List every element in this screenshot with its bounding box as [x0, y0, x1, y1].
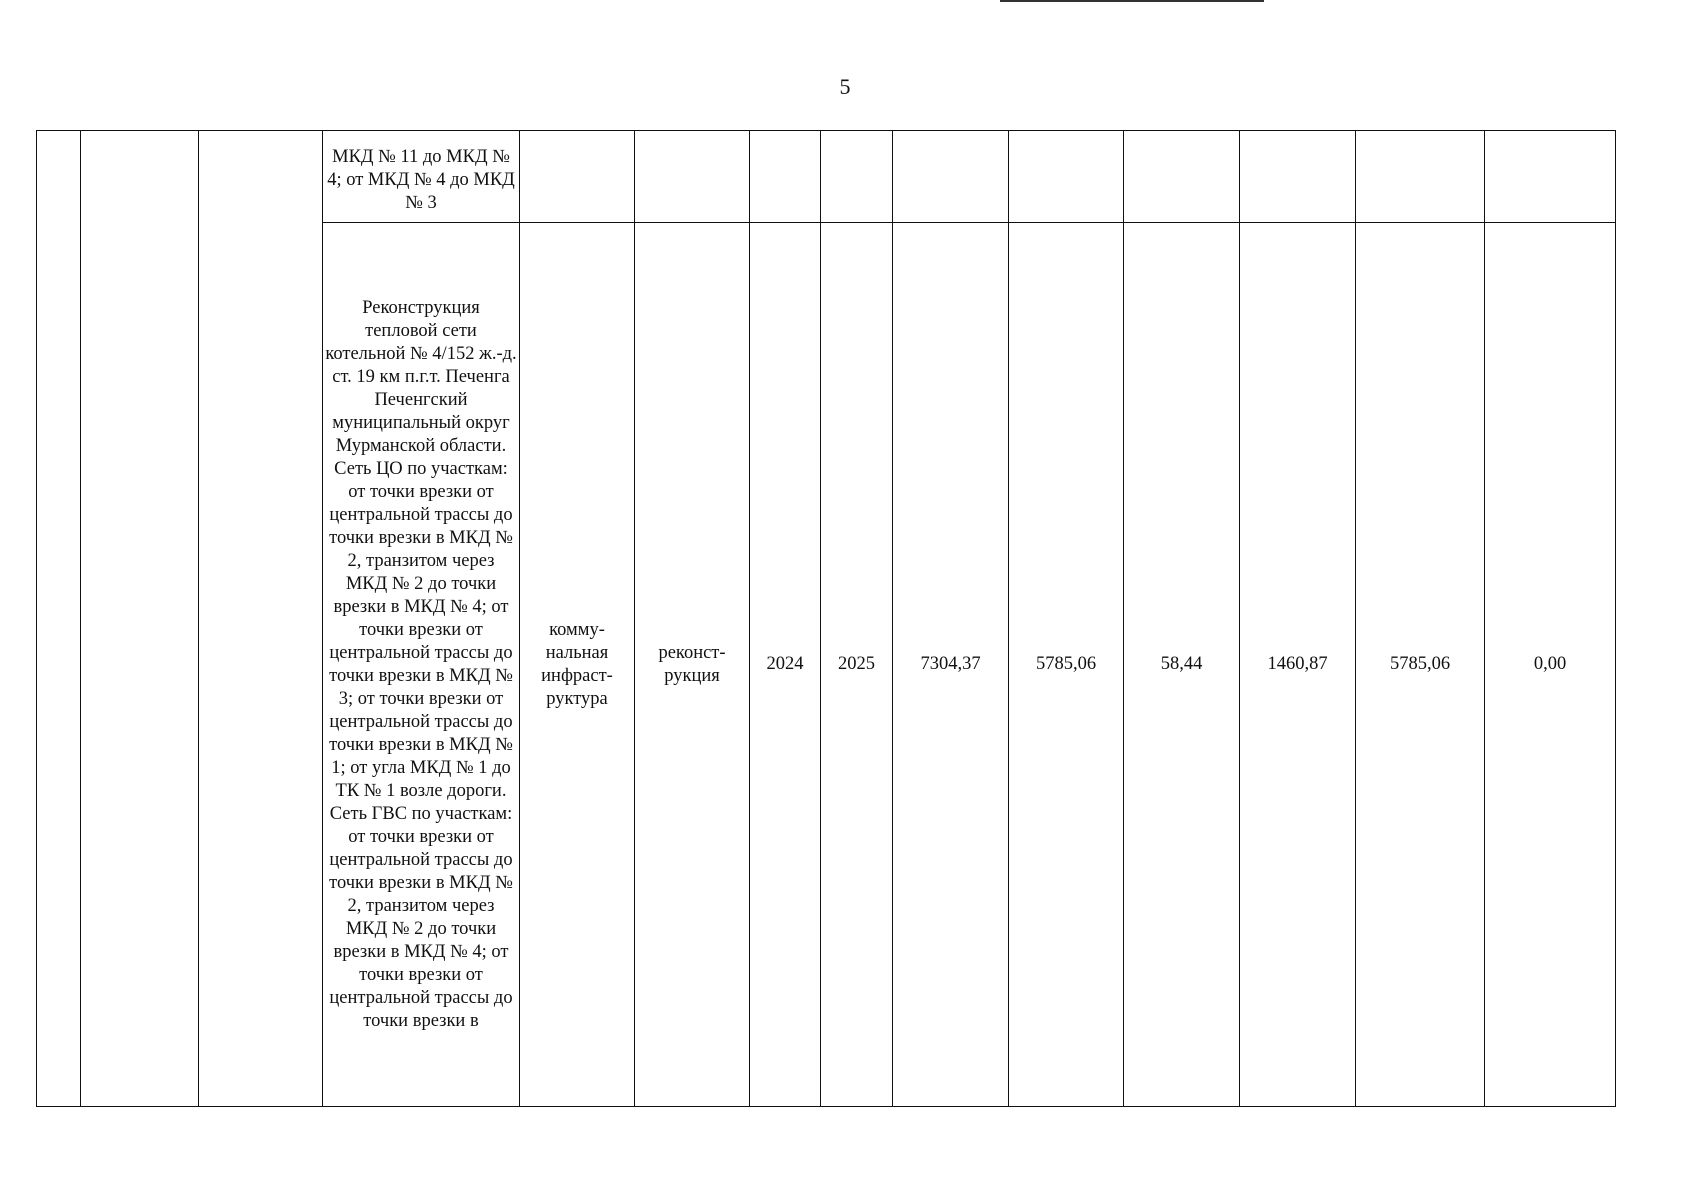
cell-blank-3: [199, 131, 323, 1107]
cell-empty: [1485, 131, 1616, 223]
cell-category: комму-нальная инфраст-руктура: [520, 223, 635, 1107]
cell-description-continued: МКД № 11 до МКД № 4; от МКД № 4 до МКД № 3: [323, 131, 520, 223]
cell-value-6: 0,00: [1485, 223, 1616, 1107]
cell-description: Реконструкция тепловой сети котельной № 4/152 ж.-д. ст. 19 км п.г.т. Печенга Печенгский муниципальный округ Мурманской области. Сеть ЦО по участкам: от точки врезки от центральной трассы до точки врезки в МКД № 2, транзитом через МКД № 2 до точки врезки в МКД № 4; от точки врезки от центральной трассы до точки врезки в МКД № 3; от точки врезки от центральной трассы до точки врезки в МКД № 1; от угла МКД № 1 до ТК № 1 возле дороги. Сеть ГВС по участкам: от точки врезки от центральной трассы до точки врезки в МКД № 2, транзитом через МКД № 2 до точки врезки в МКД № 4; от точки врезки от центральной трассы до точки врезки в: [323, 223, 520, 1107]
cell-empty: [1240, 131, 1356, 223]
cell-value-4: 1460,87: [1240, 223, 1356, 1107]
data-table: [36, 130, 1616, 1107]
cell-empty: [750, 131, 821, 223]
cell-empty: [635, 131, 750, 223]
cell-empty: [821, 131, 893, 223]
page-number: 5: [839, 74, 851, 99]
cell-work-type: реконст-рукция: [635, 223, 750, 1107]
cell-empty: [1356, 131, 1485, 223]
cell-value-2: 5785,06: [1009, 223, 1124, 1107]
cell-value-3: 58,44: [1124, 223, 1240, 1107]
cell-empty: [893, 131, 1009, 223]
cell-empty: [1124, 131, 1240, 223]
cell-value-1: 7304,37: [893, 223, 1009, 1107]
cell-year-end: 2025: [821, 223, 893, 1107]
table-row-continued: [37, 131, 1616, 223]
cell-value-5: 5785,06: [1356, 223, 1485, 1107]
cell-blank-2: [81, 131, 199, 1107]
cell-index: [37, 131, 81, 1107]
top-rule: [1000, 0, 1264, 2]
cell-empty: [520, 131, 635, 223]
cell-year-start: 2024: [750, 223, 821, 1107]
cell-empty: [1009, 131, 1124, 223]
